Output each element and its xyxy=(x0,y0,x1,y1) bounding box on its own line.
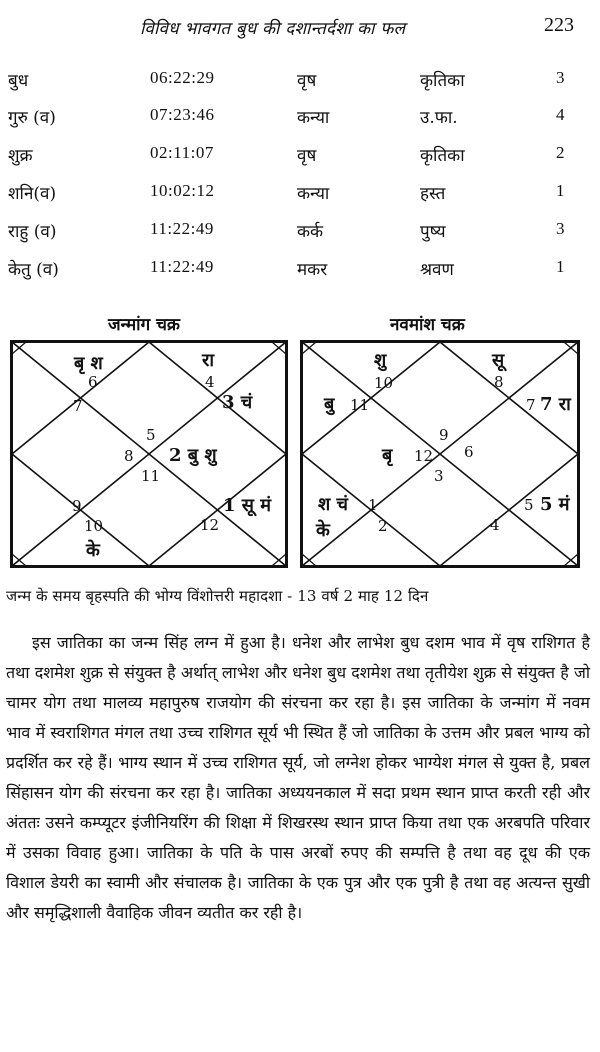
house-number: 9 xyxy=(439,426,449,444)
planet-sign: वृष xyxy=(297,71,317,91)
table-row xyxy=(0,257,600,293)
house-planets: के xyxy=(316,520,330,541)
house-number: 7 xyxy=(526,396,536,414)
house-number: 10 xyxy=(84,517,104,535)
planet-degree: 10:02:12 xyxy=(150,181,215,200)
house-number: 6 xyxy=(88,373,98,391)
house-planets: के xyxy=(86,540,100,561)
house-planets: शु xyxy=(374,350,387,371)
house-number: 7 xyxy=(73,397,83,415)
body-paragraph: इस जातिका का जन्म सिंह लग्न में हुआ है। धनेश और लाभेश बुध दशम भाव में वृष राशिगत है तथा दशमेश शुक्र से संयुक्त है अर्थात् लाभेश और धनेश बुध दशमेश तथा तृतीयेश शुक्र से संयुक्त है जो चामर योग तथा मालव्य महापुरुष राजयोग की संरचना कर रहा है। इस जातिका के जन्मांग में नवम भाव में स्वराशिगत मंगल तथा उच्च राशिगत सूर्य भी स्थित हैं जो जातिका के उत्तम और प्रबल भाग्य को प्रदर्शित कर रहे हैं। भाग्य स्थान में उच्च राशिगत सूर्य, जो लग्नेश होकर भाग्येश मंगल से युक्त है, प्रबल सिंहासन योग की संरचना कर रहा है। जातिका अध्ययनकाल में सदा प्रथम स्थान प्राप्त करती रही और अंततः उसने कम्प्यूटर इंजीनियरिंग की शिक्षा में शिखरस्थ स्थान प्राप्त किया तथा एक अरबपति परिवार में उसका विवाह हुआ। जातिका के पति के पास अरबों रुपए की सम्पत्ति है तथा वह दूध की एक विशाल डेयरी का स्वामी और संचालक है। जातिका के एक पुत्र और एक पुत्री है तथा वह अत्यन्त सुखी और समृद्धिशाली वैवाहिक जीवन व्यतीत कर रही है। xyxy=(6,633,590,922)
planet-nakshatra: श्रवण xyxy=(420,260,454,280)
house-planets: बु xyxy=(324,394,335,415)
table-row xyxy=(0,219,600,255)
planet-name: गुरु (व) xyxy=(8,108,56,128)
planet-name: शनि(व) xyxy=(8,184,57,204)
house-number: 5 xyxy=(524,496,534,514)
planet-sign: कर्क xyxy=(297,222,324,242)
house-planets: बृ श xyxy=(74,353,103,374)
house-number: 12 xyxy=(414,447,434,465)
house-number: 9 xyxy=(72,497,82,515)
page-header xyxy=(0,0,600,50)
house-number: 5 xyxy=(146,426,156,444)
running-title: विविध भावगत बुध की दशान्तर्दशा का फल xyxy=(140,19,406,39)
planet-nakshatra: कृतिका xyxy=(420,71,465,91)
table-row xyxy=(0,143,600,179)
house-planets: 2 बु शु xyxy=(169,445,217,466)
navamsha-chart-title: नवमांश चक्र xyxy=(390,315,465,335)
planet-degree: 06:22:29 xyxy=(150,68,215,87)
janmang-chart xyxy=(10,340,288,568)
planet-pada: 3 xyxy=(556,68,565,87)
planet-name: शुक्र xyxy=(8,146,33,166)
planet-name: केतु (व) xyxy=(8,260,59,280)
planet-nakshatra: कृतिका xyxy=(420,146,465,166)
planet-pada: 1 xyxy=(556,257,565,276)
planet-pada: 2 xyxy=(556,143,565,162)
house-number: 8 xyxy=(494,373,504,391)
planet-sign: कन्या xyxy=(297,108,330,128)
planet-degree: 02:11:07 xyxy=(150,143,214,162)
house-planets: श चं xyxy=(318,494,348,515)
house-number: 10 xyxy=(374,374,394,392)
planet-sign: वृष xyxy=(297,146,317,166)
table-row xyxy=(0,68,600,104)
planet-pada: 3 xyxy=(556,219,565,238)
house-number: 1 xyxy=(368,496,378,514)
page-number: 223 xyxy=(544,14,574,36)
planet-pada: 1 xyxy=(556,181,565,200)
planet-nakshatra: पुष्य xyxy=(420,222,446,242)
house-number: 2 xyxy=(378,517,388,535)
house-planets: बृ xyxy=(382,445,393,466)
house-number: 3 xyxy=(434,467,444,485)
house-planets: रा xyxy=(202,350,215,371)
house-number: 11 xyxy=(350,396,370,414)
dasha-caption: जन्म के समय बृहस्पति की भोग्य विंशोत्तरी महादशा - 13 वर्ष 2 माह 12 दिन xyxy=(6,587,429,605)
house-planets: सू xyxy=(492,350,505,371)
planet-degree: 07:23:46 xyxy=(150,105,215,124)
janmang-chart-title: जन्मांग चक्र xyxy=(108,315,180,335)
planet-sign: मकर xyxy=(297,260,328,280)
house-number: 11 xyxy=(141,467,161,485)
planet-sign: कन्या xyxy=(297,184,330,204)
house-number: 6 xyxy=(464,443,474,461)
house-number: 8 xyxy=(124,447,134,465)
planet-name: बुध xyxy=(8,71,29,91)
house-number: 12 xyxy=(200,516,220,534)
table-row xyxy=(0,181,600,217)
navamsha-chart xyxy=(300,340,580,568)
planet-nakshatra: उ.फा. xyxy=(420,108,458,128)
house-number: 4 xyxy=(490,516,500,534)
table-row xyxy=(0,105,600,141)
house-planets: 7 रा xyxy=(540,394,571,415)
house-planets: 1 सू मं xyxy=(223,495,271,516)
planet-name: राहु (व) xyxy=(8,222,57,242)
planet-nakshatra: हस्त xyxy=(420,184,446,204)
house-planets: 3 चं xyxy=(222,392,253,413)
planet-degree: 11:22:49 xyxy=(150,257,214,276)
house-planets: 5 मं xyxy=(540,494,570,515)
planet-degree: 11:22:49 xyxy=(150,219,214,238)
planet-pada: 4 xyxy=(556,105,565,124)
house-number: 4 xyxy=(205,373,215,391)
